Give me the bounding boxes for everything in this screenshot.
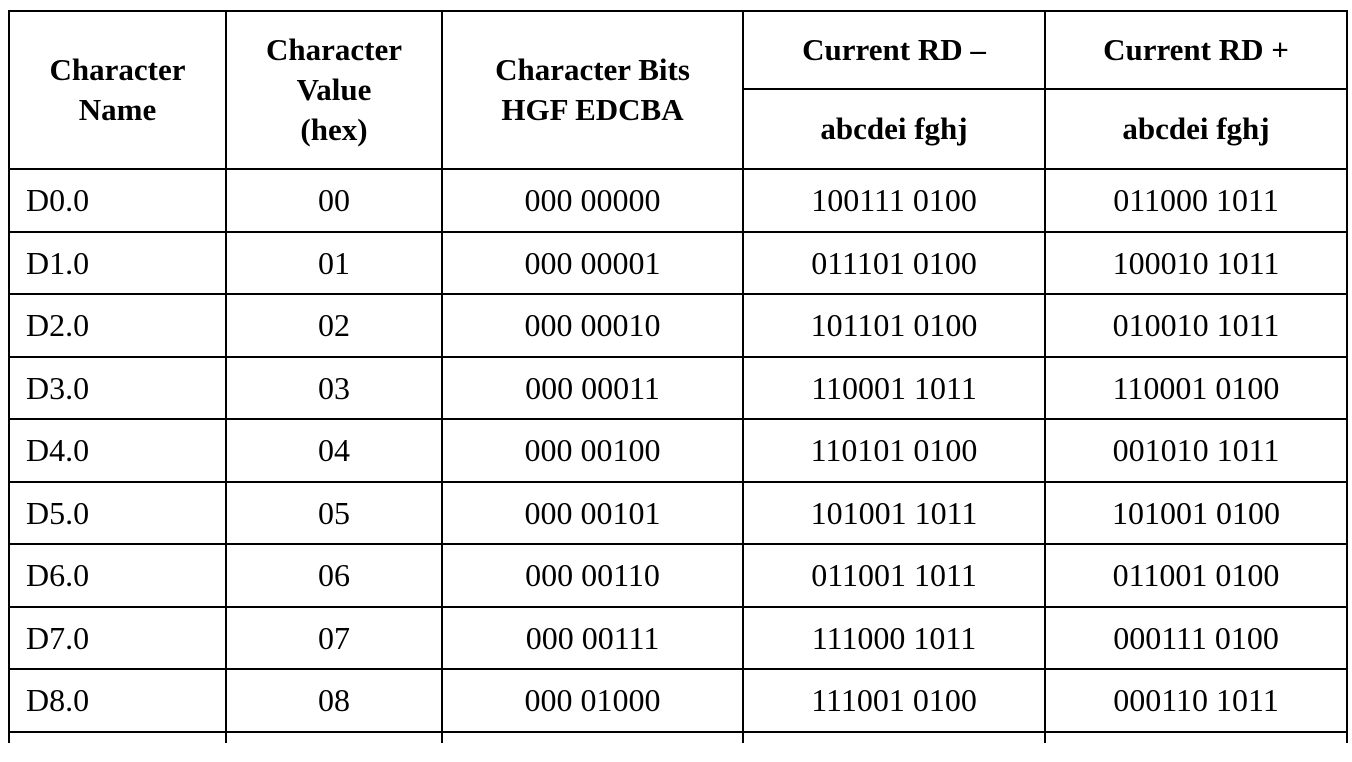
cell-character-bits: 000 00011 [442, 357, 743, 420]
subheader-rd-minus-bits: abcdei fghj [743, 89, 1045, 169]
table-row [9, 607, 1347, 670]
cell-character-value: 08 [226, 669, 442, 732]
cell-continued [226, 732, 442, 743]
header-character-value [226, 11, 442, 169]
cell-current-rd-minus: 110101 0100 [743, 419, 1045, 482]
cell-current-rd-minus: 101001 1011 [743, 482, 1045, 545]
cell-current-rd-plus: 001010 1011 [1045, 419, 1347, 482]
header-character-value-line-2: Value [296, 71, 372, 107]
cell-character-bits: 000 00110 [442, 544, 743, 607]
cell-current-rd-plus: 000110 1011 [1045, 669, 1347, 732]
cell-character-name: D5.0 [9, 482, 226, 545]
cell-character-name: D7.0 [9, 607, 226, 670]
cell-character-value: 06 [226, 544, 442, 607]
cell-current-rd-minus: 100111 0100 [743, 169, 1045, 232]
table-row-continued [9, 732, 1347, 743]
cell-current-rd-plus: 010010 1011 [1045, 294, 1347, 357]
cell-continued [1045, 732, 1347, 743]
cell-character-value: 02 [226, 294, 442, 357]
cell-current-rd-plus: 101001 0100 [1045, 482, 1347, 545]
cell-current-rd-plus: 011000 1011 [1045, 169, 1347, 232]
table-row [9, 294, 1347, 357]
cell-character-bits: 000 01000 [442, 669, 743, 732]
cell-character-bits: 000 00001 [442, 232, 743, 295]
cell-current-rd-plus: 011001 0100 [1045, 544, 1347, 607]
header-character-bits-line-2: HGF EDCBA [501, 92, 684, 127]
table-row [9, 544, 1347, 607]
table-row [9, 357, 1347, 420]
header-character-bits-line-1: Character Bits [495, 51, 690, 87]
cell-current-rd-minus: 111001 0100 [743, 669, 1045, 732]
cell-character-value: 00 [226, 169, 442, 232]
header-row [9, 11, 1347, 89]
cell-character-bits: 000 00101 [442, 482, 743, 545]
header-current-rd-plus: Current RD + [1045, 11, 1347, 89]
header-character-value-line-1: Character [266, 31, 402, 67]
cell-character-bits: 000 00100 [442, 419, 743, 482]
cell-character-name: D4.0 [9, 419, 226, 482]
cell-character-value: 03 [226, 357, 442, 420]
table-row [9, 482, 1347, 545]
cell-character-name: D0.0 [9, 169, 226, 232]
table-row [9, 232, 1347, 295]
cell-current-rd-minus: 111000 1011 [743, 607, 1045, 670]
cell-continued [743, 732, 1045, 743]
cell-character-name: D1.0 [9, 232, 226, 295]
cell-character-value: 07 [226, 607, 442, 670]
cell-character-value: 05 [226, 482, 442, 545]
cell-character-name: D2.0 [9, 294, 226, 357]
cell-continued [442, 732, 743, 743]
cell-character-name: D6.0 [9, 544, 226, 607]
cell-current-rd-minus: 011001 1011 [743, 544, 1045, 607]
cell-current-rd-plus: 000111 0100 [1045, 607, 1347, 670]
encoding-table [8, 10, 1348, 743]
cell-character-bits: 000 00111 [442, 607, 743, 670]
cell-current-rd-minus: 011101 0100 [743, 232, 1045, 295]
cell-current-rd-plus: 110001 0100 [1045, 357, 1347, 420]
table-row [9, 419, 1347, 482]
header-character-name-line-1: Character [49, 51, 186, 87]
header-character-value-line-3: (hex) [300, 112, 368, 148]
header-character-name [9, 11, 226, 169]
cell-character-name: D8.0 [9, 669, 226, 732]
cell-character-bits: 000 00010 [442, 294, 743, 357]
cell-current-rd-minus: 101101 0100 [743, 294, 1045, 357]
table-body [9, 169, 1347, 743]
cell-continued [9, 732, 226, 743]
cell-character-bits: 000 00000 [442, 169, 743, 232]
subheader-rd-plus-bits: abcdei fghj [1045, 89, 1347, 169]
cell-current-rd-minus: 110001 1011 [743, 357, 1045, 420]
cell-character-value: 04 [226, 419, 442, 482]
header-character-bits [442, 11, 743, 169]
header-character-name-line-2: Name [78, 92, 157, 127]
table-row [9, 169, 1347, 232]
header-current-rd-minus: Current RD – [743, 11, 1045, 89]
cell-current-rd-plus: 100010 1011 [1045, 232, 1347, 295]
cell-character-name: D3.0 [9, 357, 226, 420]
cell-character-value: 01 [226, 232, 442, 295]
table-row [9, 669, 1347, 732]
